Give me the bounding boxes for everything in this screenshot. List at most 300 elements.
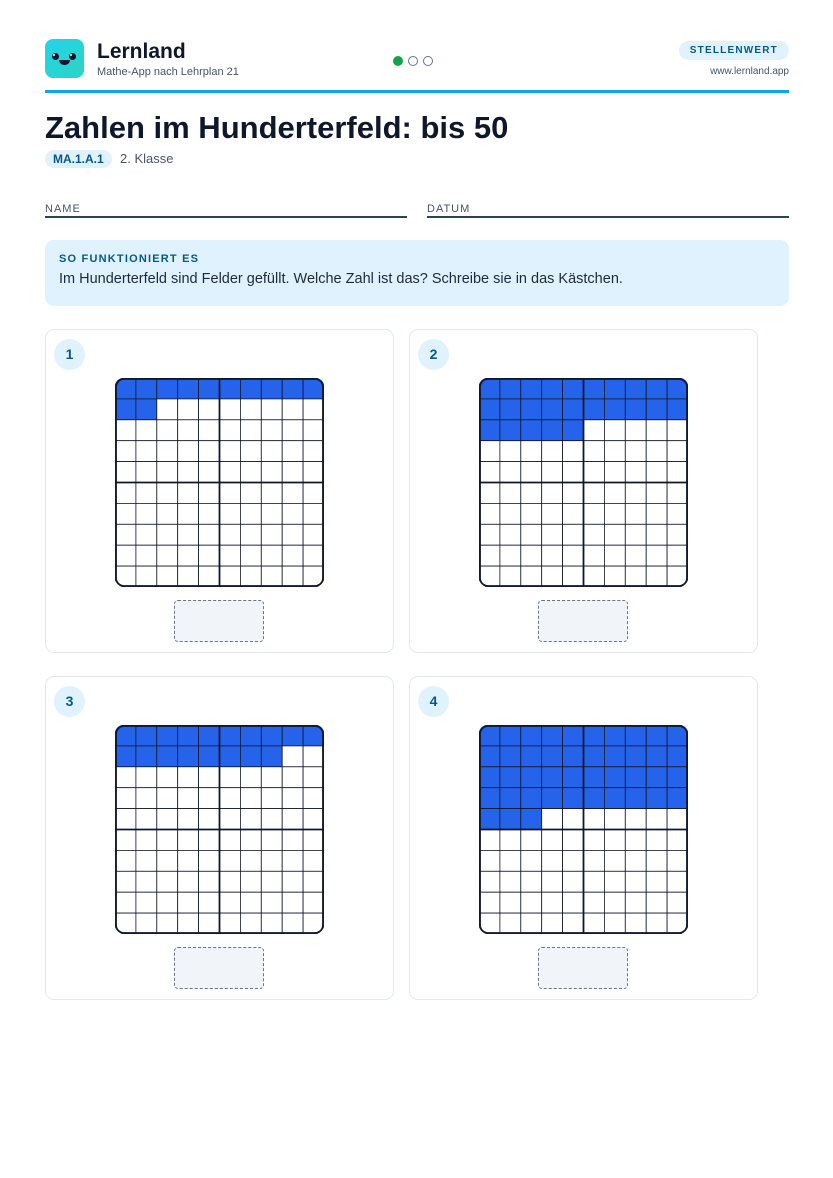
- grid-cell-empty: [115, 483, 136, 504]
- grid-cell-empty: [542, 441, 563, 462]
- grid-cell-filled: [479, 746, 500, 767]
- grid-cell-empty: [584, 871, 605, 892]
- grid-cell-empty: [240, 913, 261, 934]
- grid-cell-empty: [667, 503, 688, 524]
- grid-cell-empty: [261, 462, 282, 483]
- grid-cell-empty: [178, 441, 199, 462]
- grid-cell-filled: [261, 378, 282, 399]
- grid-cell-empty: [563, 483, 584, 504]
- grid-cell-empty: [115, 830, 136, 851]
- exercise-card-2: [409, 329, 758, 653]
- grid-cell-empty: [500, 441, 521, 462]
- grid-cell-empty: [199, 399, 220, 420]
- grid-cell-empty: [136, 441, 157, 462]
- grid-cell-empty: [479, 850, 500, 871]
- grid-cell-empty: [303, 441, 324, 462]
- grid-cell-empty: [625, 503, 646, 524]
- grid-cell-empty: [282, 809, 303, 830]
- grid-cell-empty: [584, 545, 605, 566]
- answer-box[interactable]: [174, 947, 264, 989]
- grid-cell-empty: [584, 850, 605, 871]
- grid-cell-empty: [303, 892, 324, 913]
- grid-cell-empty: [625, 441, 646, 462]
- grid-cell-empty: [178, 420, 199, 441]
- grid-cell-empty: [240, 483, 261, 504]
- grid-cell-empty: [667, 441, 688, 462]
- grid-cell-empty: [240, 420, 261, 441]
- page-title: Zahlen im Hunderterfeld: bis 50: [45, 110, 509, 145]
- grid-cell-empty: [542, 566, 563, 587]
- grid-cell-empty: [542, 545, 563, 566]
- grid-cell-empty: [240, 462, 261, 483]
- grid-cell-empty: [136, 545, 157, 566]
- grid-cell-empty: [240, 399, 261, 420]
- grid-cell-empty: [542, 892, 563, 913]
- grid-cell-empty: [157, 441, 178, 462]
- name-field[interactable]: [45, 199, 407, 218]
- grid-cell-empty: [563, 524, 584, 545]
- grid-cell-empty: [604, 441, 625, 462]
- website-url: www.lernland.app: [710, 66, 789, 77]
- grid-cell-empty: [220, 545, 241, 566]
- grid-cell-empty: [178, 809, 199, 830]
- grid-cell-empty: [220, 871, 241, 892]
- grid-cell-filled: [261, 725, 282, 746]
- grid-cell-filled: [261, 746, 282, 767]
- answer-box[interactable]: [538, 947, 628, 989]
- grid-cell-empty: [584, 420, 605, 441]
- grid-cell-empty: [563, 809, 584, 830]
- grid-cell-empty: [604, 483, 625, 504]
- grid-cell-empty: [500, 830, 521, 851]
- grid-cell-filled: [604, 746, 625, 767]
- grid-cell-empty: [542, 913, 563, 934]
- grid-cell-filled: [521, 746, 542, 767]
- grid-cell-empty: [625, 545, 646, 566]
- grid-cell-filled: [199, 746, 220, 767]
- grid-cell-filled: [667, 767, 688, 788]
- grid-cell-empty: [584, 809, 605, 830]
- grid-cell-empty: [500, 503, 521, 524]
- grid-cell-filled: [500, 788, 521, 809]
- grid-cell-empty: [178, 462, 199, 483]
- grid-cell-empty: [199, 566, 220, 587]
- grid-cell-empty: [136, 483, 157, 504]
- grid-cell-empty: [115, 524, 136, 545]
- grid-cell-filled: [604, 767, 625, 788]
- grid-cell-filled: [115, 399, 136, 420]
- grid-cell-empty: [667, 830, 688, 851]
- grid-cell-empty: [282, 524, 303, 545]
- grid-cell-empty: [282, 892, 303, 913]
- grid-cell-empty: [115, 462, 136, 483]
- grid-cell-filled: [521, 767, 542, 788]
- grid-cell-empty: [479, 892, 500, 913]
- grid-cell-empty: [261, 566, 282, 587]
- progress-dot-open: [423, 56, 433, 66]
- grid-cell-empty: [199, 913, 220, 934]
- grid-cell-empty: [303, 503, 324, 524]
- grid-cell-empty: [584, 524, 605, 545]
- grid-cell-empty: [136, 809, 157, 830]
- grid-cell-empty: [479, 441, 500, 462]
- grid-cell-filled: [282, 725, 303, 746]
- grid-cell-empty: [282, 913, 303, 934]
- grid-cell-filled: [282, 378, 303, 399]
- grid-cell-empty: [261, 892, 282, 913]
- grid-cell-empty: [646, 830, 667, 851]
- grid-cell-empty: [178, 830, 199, 851]
- header: [45, 39, 789, 93]
- grid-cell-empty: [157, 913, 178, 934]
- grid-cell-empty: [521, 913, 542, 934]
- grid-cell-empty: [261, 767, 282, 788]
- grid-cell-empty: [542, 503, 563, 524]
- grid-cell-filled: [521, 378, 542, 399]
- grid-cell-filled: [542, 725, 563, 746]
- grid-cell-empty: [157, 788, 178, 809]
- grid-cell-filled: [521, 399, 542, 420]
- grid-cell-empty: [646, 850, 667, 871]
- exercise-number: 2: [418, 339, 449, 370]
- grid-cell-filled: [604, 725, 625, 746]
- grid-cell-filled: [604, 399, 625, 420]
- grid-cell-empty: [563, 892, 584, 913]
- grid-cell-filled: [542, 788, 563, 809]
- grid-cell-empty: [625, 850, 646, 871]
- grid-cell-empty: [542, 830, 563, 851]
- answer-box[interactable]: [538, 600, 628, 642]
- grid-cell-empty: [199, 462, 220, 483]
- grid-cell-empty: [542, 483, 563, 504]
- grid-cell-filled: [500, 420, 521, 441]
- grid-cell-filled: [220, 378, 241, 399]
- grid-cell-empty: [646, 545, 667, 566]
- grid-cell-filled: [521, 788, 542, 809]
- date-label: DATUM: [427, 203, 471, 215]
- grid-cell-empty: [199, 420, 220, 441]
- grid-cell-empty: [240, 830, 261, 851]
- grid-cell-empty: [282, 850, 303, 871]
- grid-cell-empty: [521, 871, 542, 892]
- grid-cell-empty: [479, 483, 500, 504]
- grid-cell-empty: [157, 545, 178, 566]
- grid-cell-empty: [584, 441, 605, 462]
- grid-cell-empty: [563, 462, 584, 483]
- grid-cell-filled: [563, 420, 584, 441]
- grid-cell-empty: [220, 830, 241, 851]
- grid-cell-empty: [220, 483, 241, 504]
- brand-name: Lernland: [97, 40, 186, 63]
- grid-cell-empty: [625, 524, 646, 545]
- grid-cell-empty: [521, 850, 542, 871]
- grid-cell-empty: [604, 913, 625, 934]
- grid-cell-empty: [282, 462, 303, 483]
- grid-cell-empty: [303, 850, 324, 871]
- grid-cell-filled: [479, 399, 500, 420]
- exercise-card-3: [45, 676, 394, 1000]
- grid-cell-empty: [282, 788, 303, 809]
- grid-cell-empty: [303, 524, 324, 545]
- grid-cell-empty: [667, 809, 688, 830]
- grid-cell-filled: [240, 725, 261, 746]
- grid-cell-empty: [261, 399, 282, 420]
- grid-cell-empty: [646, 524, 667, 545]
- grid-cell-filled: [563, 399, 584, 420]
- grid-cell-filled: [625, 725, 646, 746]
- grid-cell-empty: [220, 399, 241, 420]
- grid-cell-filled: [604, 378, 625, 399]
- hundred-grid: [479, 378, 688, 587]
- exercise-card-4: [409, 676, 758, 1000]
- grid-cell-empty: [667, 871, 688, 892]
- grid-cell-empty: [282, 566, 303, 587]
- grid-cell-empty: [542, 850, 563, 871]
- grid-cell-empty: [220, 809, 241, 830]
- grid-cell-filled: [646, 378, 667, 399]
- grid-cell-empty: [220, 441, 241, 462]
- grid-cell-empty: [646, 913, 667, 934]
- grid-cell-empty: [584, 913, 605, 934]
- grid-cell-empty: [646, 566, 667, 587]
- grid-cell-empty: [303, 830, 324, 851]
- grid-cell-empty: [521, 545, 542, 566]
- grid-cell-filled: [500, 746, 521, 767]
- grid-cell-empty: [240, 850, 261, 871]
- grid-cell-empty: [604, 830, 625, 851]
- grid-cell-filled: [479, 767, 500, 788]
- grid-cell-filled: [584, 399, 605, 420]
- grid-cell-empty: [199, 503, 220, 524]
- grid-cell-empty: [282, 746, 303, 767]
- grid-cell-filled: [563, 767, 584, 788]
- grid-cell-empty: [625, 483, 646, 504]
- grid-cell-empty: [220, 503, 241, 524]
- grid-cell-empty: [625, 830, 646, 851]
- grid-cell-empty: [479, 462, 500, 483]
- grid-cell-filled: [220, 746, 241, 767]
- grid-cell-empty: [240, 871, 261, 892]
- grid-cell-empty: [646, 809, 667, 830]
- grid-cell-empty: [261, 809, 282, 830]
- grid-cell-empty: [178, 892, 199, 913]
- grid-cell-empty: [500, 871, 521, 892]
- grid-cell-filled: [136, 378, 157, 399]
- grid-cell-empty: [542, 524, 563, 545]
- grid-cell-empty: [521, 524, 542, 545]
- grid-cell-filled: [178, 378, 199, 399]
- grid-cell-empty: [115, 503, 136, 524]
- grid-cell-empty: [646, 420, 667, 441]
- grid-cell-empty: [157, 871, 178, 892]
- grid-cell-empty: [115, 871, 136, 892]
- grid-cell-empty: [136, 788, 157, 809]
- grid-cell-empty: [199, 809, 220, 830]
- grid-cell-empty: [220, 462, 241, 483]
- grade-label: 2. Klasse: [120, 151, 174, 166]
- grid-cell-filled: [500, 767, 521, 788]
- grid-cell-empty: [178, 788, 199, 809]
- grid-cell-empty: [157, 420, 178, 441]
- grid-cell-empty: [500, 545, 521, 566]
- grid-cell-filled: [563, 725, 584, 746]
- grid-cell-empty: [563, 913, 584, 934]
- grid-cell-filled: [625, 746, 646, 767]
- grid-cell-empty: [240, 788, 261, 809]
- grid-cell-empty: [282, 441, 303, 462]
- grid-cell-filled: [667, 746, 688, 767]
- grid-cell-empty: [136, 767, 157, 788]
- grid-cell-filled: [584, 746, 605, 767]
- grid-cell-empty: [667, 483, 688, 504]
- grid-cell-empty: [136, 462, 157, 483]
- hundred-grid: [115, 378, 324, 587]
- grid-cell-empty: [646, 483, 667, 504]
- grid-cell-empty: [178, 767, 199, 788]
- grid-cell-empty: [115, 545, 136, 566]
- grid-cell-filled: [625, 378, 646, 399]
- grid-cell-empty: [157, 462, 178, 483]
- grid-cell-empty: [157, 503, 178, 524]
- grid-cell-empty: [240, 767, 261, 788]
- date-field[interactable]: [427, 199, 789, 218]
- brand-subtitle: Mathe-App nach Lehrplan 21: [97, 66, 239, 78]
- name-label: NAME: [45, 203, 81, 215]
- grid-cell-filled: [584, 767, 605, 788]
- grid-cell-empty: [303, 545, 324, 566]
- grid-cell-empty: [303, 420, 324, 441]
- grid-cell-empty: [521, 441, 542, 462]
- grid-cell-empty: [136, 830, 157, 851]
- grid-cell-empty: [178, 545, 199, 566]
- grid-cell-filled: [479, 809, 500, 830]
- grid-cell-filled: [542, 767, 563, 788]
- grid-cell-empty: [220, 767, 241, 788]
- grid-cell-filled: [542, 378, 563, 399]
- grid-cell-empty: [282, 420, 303, 441]
- grid-cell-empty: [178, 399, 199, 420]
- grid-cell-empty: [521, 892, 542, 913]
- grid-cell-filled: [157, 746, 178, 767]
- grid-cell-empty: [303, 809, 324, 830]
- grid-cell-empty: [115, 788, 136, 809]
- grid-cell-empty: [240, 441, 261, 462]
- grid-cell-filled: [646, 746, 667, 767]
- grid-cell-empty: [500, 850, 521, 871]
- exercise-card-1: [45, 329, 394, 653]
- grid-cell-empty: [199, 441, 220, 462]
- answer-box[interactable]: [174, 600, 264, 642]
- grid-cell-empty: [136, 850, 157, 871]
- header-divider: [45, 90, 789, 93]
- grid-cell-filled: [584, 378, 605, 399]
- grid-cell-filled: [667, 399, 688, 420]
- hundred-grid: [115, 725, 324, 934]
- grid-cell-filled: [584, 788, 605, 809]
- grid-cell-empty: [667, 892, 688, 913]
- grid-cell-empty: [667, 420, 688, 441]
- grid-cell-empty: [282, 830, 303, 851]
- grid-cell-empty: [261, 545, 282, 566]
- grid-cell-filled: [157, 378, 178, 399]
- grid-cell-filled: [563, 746, 584, 767]
- grid-cell-empty: [178, 503, 199, 524]
- grid-cell-filled: [521, 725, 542, 746]
- grid-cell-empty: [220, 892, 241, 913]
- grid-cell-empty: [303, 871, 324, 892]
- grid-cell-empty: [261, 830, 282, 851]
- grid-cell-filled: [646, 399, 667, 420]
- grid-cell-empty: [500, 913, 521, 934]
- exercise-number: 1: [54, 339, 85, 370]
- grid-cell-empty: [584, 892, 605, 913]
- grid-cell-empty: [240, 809, 261, 830]
- grid-cell-empty: [282, 545, 303, 566]
- grid-cell-filled: [646, 788, 667, 809]
- grid-cell-filled: [479, 420, 500, 441]
- grid-cell-empty: [646, 871, 667, 892]
- grid-cell-empty: [157, 566, 178, 587]
- grid-cell-empty: [667, 524, 688, 545]
- grid-cell-empty: [199, 483, 220, 504]
- grid-cell-filled: [625, 767, 646, 788]
- grid-cell-empty: [563, 850, 584, 871]
- grid-cell-empty: [178, 483, 199, 504]
- grid-cell-filled: [667, 788, 688, 809]
- grid-cell-filled: [625, 399, 646, 420]
- grid-cell-filled: [521, 420, 542, 441]
- grid-cell-empty: [625, 913, 646, 934]
- grid-cell-empty: [199, 767, 220, 788]
- grid-cell-empty: [646, 503, 667, 524]
- grid-cell-empty: [625, 462, 646, 483]
- grid-cell-empty: [667, 545, 688, 566]
- grid-cell-empty: [282, 399, 303, 420]
- grid-cell-empty: [500, 566, 521, 587]
- grid-cell-empty: [542, 871, 563, 892]
- grid-cell-empty: [261, 913, 282, 934]
- grid-cell-empty: [157, 524, 178, 545]
- grid-cell-empty: [563, 545, 584, 566]
- grid-cell-empty: [303, 746, 324, 767]
- grid-cell-filled: [542, 746, 563, 767]
- instructions-text: Im Hunderterfeld sind Felder gefüllt. Welche Zahl ist das? Schreibe sie in das Kästchen.: [59, 271, 623, 287]
- lernland-logo-icon: [45, 39, 84, 78]
- grid-cell-empty: [479, 545, 500, 566]
- grid-cell-empty: [604, 871, 625, 892]
- grid-cell-empty: [220, 524, 241, 545]
- grid-cell-empty: [157, 483, 178, 504]
- grid-cell-empty: [199, 871, 220, 892]
- grid-cell-empty: [604, 566, 625, 587]
- grid-cell-empty: [625, 871, 646, 892]
- grid-cell-empty: [220, 850, 241, 871]
- grid-cell-empty: [157, 767, 178, 788]
- grid-cell-empty: [604, 420, 625, 441]
- grid-cell-empty: [136, 503, 157, 524]
- exercise-number: 4: [418, 686, 449, 717]
- grid-cell-empty: [240, 524, 261, 545]
- grid-cell-empty: [604, 809, 625, 830]
- grid-cell-empty: [199, 545, 220, 566]
- grid-cell-empty: [584, 503, 605, 524]
- grid-cell-empty: [521, 830, 542, 851]
- grid-cell-empty: [303, 788, 324, 809]
- grid-cell-empty: [199, 892, 220, 913]
- grid-cell-empty: [542, 809, 563, 830]
- grid-cell-empty: [584, 830, 605, 851]
- grid-cell-empty: [667, 850, 688, 871]
